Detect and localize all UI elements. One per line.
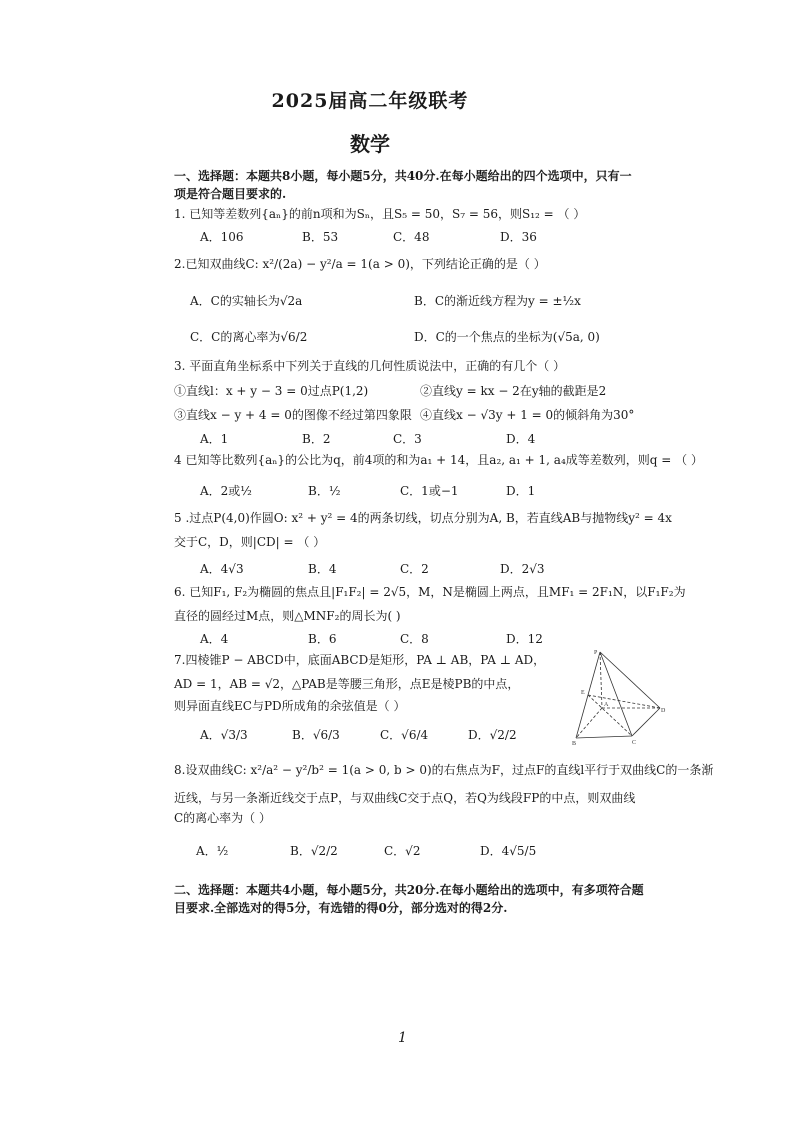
q4-option-d: D．1	[506, 484, 536, 498]
q1-option-b: B．53	[302, 230, 339, 244]
section1-heading-cont: 项是符合题目要求的.	[174, 187, 287, 201]
q3-statement-4: ④直线x − √3y + 1 = 0的倾斜角为30°	[420, 408, 635, 422]
q4-stem: 4 已知等比数列{aₙ}的公比为q，前4项的和为a₁ + 14，且a₂, a₁ + 1, a₄成等差数列，则q = （ ）	[174, 453, 703, 467]
q7-stem-cont: AD = 1，AB = √2，△PAB是等腰三角形，点E是棱PB的中点，	[174, 677, 520, 691]
figure-label-d: D	[661, 708, 666, 714]
q3-option-a: A．1	[200, 432, 229, 446]
q4-option-c: C．1或−1	[400, 484, 459, 498]
q7-stem: 7.四棱锥P − ABCD中，底面ABCD是矩形，PA ⊥ AB，PA ⊥ AD，	[174, 653, 546, 667]
page-title: 2025届高二年级联考	[271, 90, 469, 112]
q7-option-d: D．√2/2	[468, 728, 517, 742]
q3-statement-2: ②直线y = kx − 2在y轴的截距是2	[420, 384, 607, 398]
q3-option-b: B．2	[302, 432, 331, 446]
section1-heading: 一、选择题：本题共8小题，每小题5分，共40分.在每小题给出的四个选项中，只有一	[174, 169, 632, 183]
q2-stem: 2.已知双曲线C: x²/(2a) − y²/a = 1(a > 0)，下列结论正确的是（ ）	[174, 257, 546, 271]
q7-option-b: B．√6/3	[292, 728, 340, 742]
q3-statement-3: ③直线x − y + 4 = 0的图像不经过第四象限	[174, 408, 412, 422]
figure-label-b: B	[572, 741, 577, 746]
q8-option-a: A．½	[196, 844, 229, 858]
q6-option-d: D．12	[506, 632, 543, 646]
q6-option-c: C．8	[400, 632, 429, 646]
q6-stem: 6. 已知F₁, F₂为椭圆的焦点且|F₁F₂| = 2√5，M，N是椭圆上两点，且MF₁ = 2F₁N，以F₁F₂为	[174, 585, 686, 599]
q2-option-a: A．C的实轴长为√2a	[190, 294, 303, 308]
q8-stem-cont-2: C的离心率为（ ）	[174, 811, 271, 825]
q6-stem-cont: 直径的圆经过M点，则△MNF₂的周长为( )	[174, 609, 401, 623]
q3-option-d: D．4	[506, 432, 536, 446]
q6-option-b: B．6	[308, 632, 337, 646]
q2-option-d: D．C的一个焦点的坐标为(√5a, 0)	[414, 330, 600, 344]
q2-option-c: C．C的离心率为√6/2	[190, 330, 308, 344]
q4-option-b: B．½	[308, 484, 341, 498]
section2-heading: 二、选择题：本题共4小题，每小题5分，共20分.在每小题给出的选项中，有多项符合题	[174, 883, 644, 897]
q1-option-d: D．36	[500, 230, 537, 244]
figure-label-p: P	[594, 650, 598, 656]
q4-option-a: A．2或½	[200, 484, 252, 498]
q5-option-d: D．2√3	[500, 562, 545, 576]
figure-label-e: E	[581, 690, 585, 696]
q1-option-c: C．48	[393, 230, 430, 244]
q1-option-a: A．106	[200, 230, 244, 244]
subject-title: 数学	[350, 132, 390, 156]
q3-statement-1: ①直线l：x + y − 3 = 0过点P(1,2)	[174, 384, 369, 398]
q3-stem: 3. 平面直角坐标系中下列关于直线的几何性质说法中，正确的有几个（ ）	[174, 359, 566, 373]
section2-heading-cont: 目要求.全部选对的得5分，有选错的得0分，部分选对的得2分.	[174, 901, 508, 915]
figure-label-a: A	[604, 702, 609, 708]
q5-option-b: B．4	[308, 562, 337, 576]
q7-option-c: C．√6/4	[380, 728, 429, 742]
q7-option-a: A．√3/3	[200, 728, 248, 742]
q5-option-c: C．2	[400, 562, 429, 576]
q8-option-b: B．√2/2	[290, 844, 338, 858]
q2-option-b: B．C的渐近线方程为y = ±½x	[414, 294, 581, 308]
q7-stem-cont-2: 则异面直线EC与PD所成角的余弦值是（ ）	[174, 699, 406, 713]
q1-stem: 1. 已知等差数列{aₙ}的前n项和为Sₙ，且S₅ = 50，S₇ = 56，则S₁₂ = （ ）	[174, 207, 586, 221]
q8-option-d: D．4√5/5	[480, 844, 537, 858]
figure-label-c: C	[632, 740, 637, 746]
page-number: 1	[398, 1030, 407, 1046]
q6-option-a: A．4	[200, 632, 229, 646]
pyramid-figure	[572, 648, 668, 746]
q5-stem-cont: 交于C，D，则|CD| = （ ）	[174, 535, 326, 549]
q8-option-c: C．√2	[384, 844, 421, 858]
q8-stem: 8.设双曲线C: x²/a² − y²/b² = 1(a > 0, b > 0)的右焦点为F，过点F的直线l平行于双曲线C的一条渐	[174, 763, 714, 777]
q5-stem: 5 .过点P(4,0)作圆O: x² + y² = 4的两条切线，切点分别为A, B，若直线AB与抛物线y² = 4x	[174, 511, 672, 525]
q5-option-a: A．4√3	[200, 562, 244, 576]
q3-option-c: C．3	[393, 432, 422, 446]
q8-stem-cont: 近线，与另一条渐近线交于点P，与双曲线C交于点Q，若Q为线段FP的中点，则双曲线	[174, 791, 636, 805]
